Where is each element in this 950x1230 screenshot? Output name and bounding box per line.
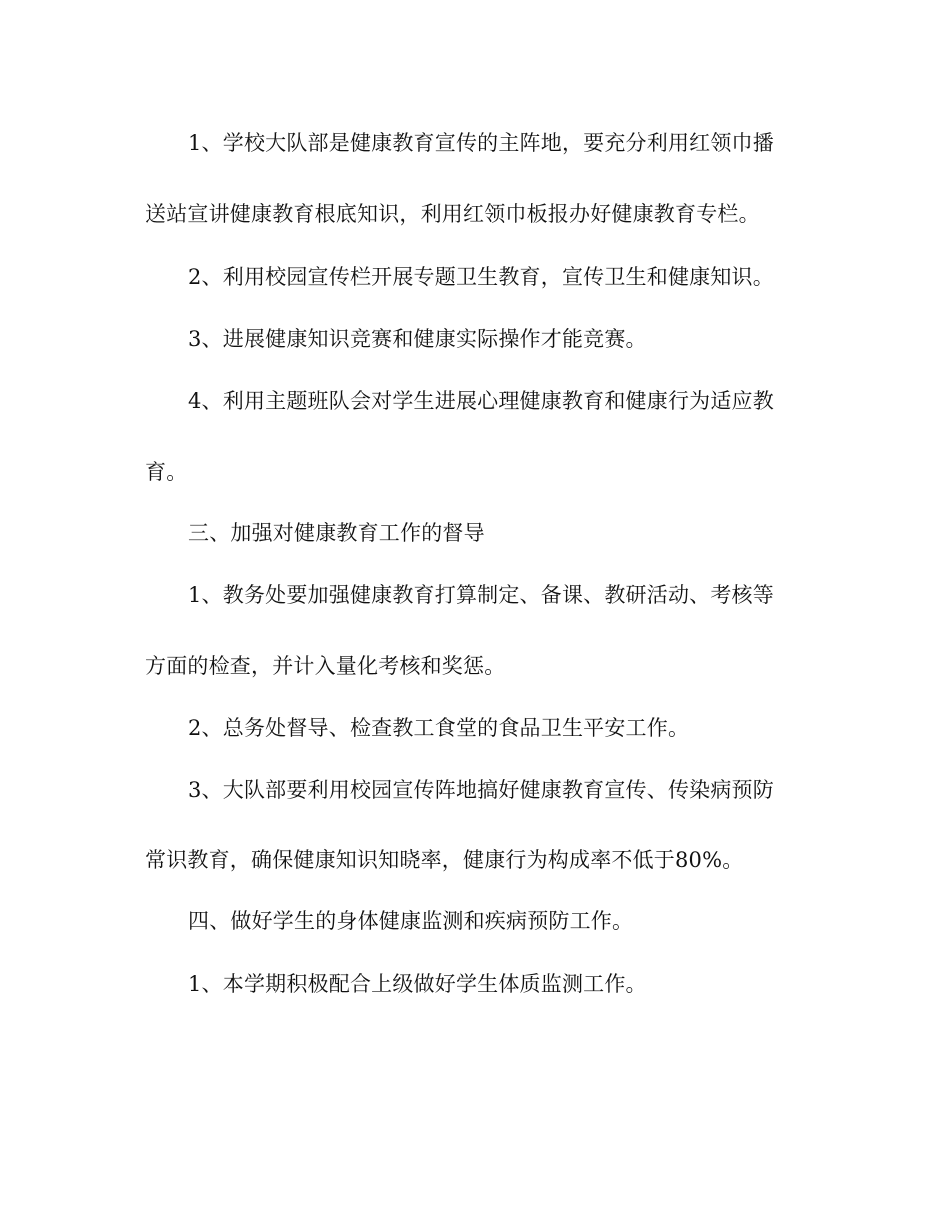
section-heading-3: 三、加强对健康教育工作的督导 [188,521,485,545]
paragraph-4-line-2: 育。 [145,460,188,484]
paragraph-8: 1、本学期积极配合上级做好学生体质监测工作。 [188,972,647,996]
paragraph-1-line-2: 送站宣讲健康教育根底知识，利用红领巾板报办好健康教育专栏。 [145,202,760,226]
paragraph-1-line-1: 1、学校大队部是健康教育宣传的主阵地，要充分利用红领巾播 [188,131,774,155]
paragraph-5-line-2: 方面的检查，并计入量化考核和奖惩。 [145,654,506,678]
paragraph-5-line-1: 1、教务处要加强健康教育打算制定、备课、教研活动、考核等 [188,583,774,607]
section-heading-4: 四、做好学生的身体健康监测和疾病预防工作。 [188,909,634,933]
paragraph-4-line-1: 4、利用主题班队会对学生进展心理健康教育和健康行为适应教 [188,389,774,413]
paragraph-2: 2、利用校园宣传栏开展专题卫生教育，宣传卫生和健康知识。 [188,265,774,289]
paragraph-7-line-2: 常识教育，确保健康知识知晓率，健康行为构成率不低于80%。 [145,848,744,872]
paragraph-7-line-1: 3、大队部要利用校园宣传阵地搞好健康教育宣传、传染病预防 [188,778,774,802]
paragraph-6: 2、总务处督导、检查教工食堂的食品卫生平安工作。 [188,716,690,740]
paragraph-3: 3、进展健康知识竞赛和健康实际操作才能竞赛。 [188,327,647,351]
